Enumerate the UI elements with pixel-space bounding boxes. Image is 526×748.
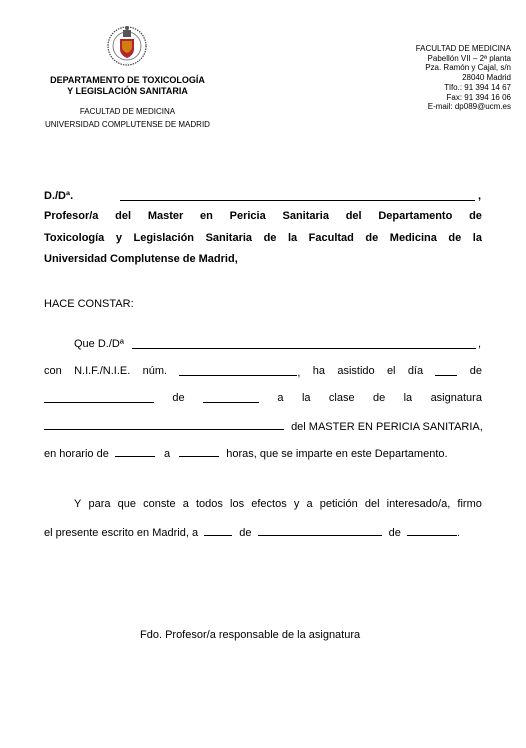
nif-comma: ,	[297, 367, 301, 379]
dd-label: D./Dª.	[44, 190, 74, 202]
contact-email: E-mail: dp089@ucm.es	[427, 102, 511, 112]
dd-blank[interactable]	[120, 190, 475, 201]
contact-phone: Tlfo.: 91 394 14 67	[444, 82, 511, 92]
class-line	[44, 392, 482, 404]
horario-label: en horario de	[44, 448, 109, 460]
master-text: del MASTER EN PERICIA SANITARIA,	[291, 421, 483, 433]
closing-word: todos	[195, 498, 223, 510]
closing-month-blank[interactable]	[258, 525, 382, 536]
intro-word: Toxicología	[44, 232, 105, 244]
closing-word: del	[364, 498, 380, 510]
que-line	[74, 338, 484, 350]
intro-line-1	[44, 210, 482, 222]
closing-word: efectos	[251, 498, 287, 510]
closing-de-2: de	[388, 527, 401, 539]
closing-year-blank[interactable]	[407, 525, 457, 536]
intro-word: Sanitaria	[282, 210, 329, 222]
closing-line-2	[44, 525, 460, 539]
intro-word: Master	[147, 210, 184, 222]
intro-word: de	[448, 232, 462, 244]
closing-word: que	[117, 498, 137, 510]
day-blank[interactable]	[435, 365, 457, 376]
university-name: UNIVERSIDAD COMPLUTENSE DE MADRID	[45, 120, 210, 129]
word-dia: día	[407, 365, 424, 377]
closing-word: para	[88, 498, 111, 510]
intro-word: Facultad	[308, 232, 354, 244]
faculty-name: FACULTAD DE MEDICINA	[79, 107, 176, 116]
intro-word: Medicina	[389, 232, 437, 244]
subject-line	[44, 419, 484, 433]
nif-blank[interactable]	[179, 365, 297, 376]
word-num: núm.	[142, 365, 168, 377]
department-line-1: DEPARTAMENTO DE TOXICOLOGÍA	[50, 75, 205, 85]
intro-word: Profesor/a	[44, 210, 99, 222]
que-comma: ,	[478, 338, 482, 350]
word-la: la	[301, 392, 311, 404]
nif-field	[179, 365, 300, 379]
word-el: el	[386, 365, 396, 377]
dd-line	[44, 190, 484, 202]
contact-fax: Fax: 91 394 16 06	[446, 92, 511, 102]
closing-word: conste	[143, 498, 176, 510]
contact-faculty: FACULTAD DE MEDICINA	[415, 44, 511, 53]
word-asignatura: asignatura	[430, 392, 482, 404]
contact-city: 28040 Madrid	[462, 73, 511, 83]
department-name	[30, 75, 225, 97]
subject-blank[interactable]	[44, 419, 284, 430]
word-de-2: de	[172, 392, 185, 404]
closing-day-blank[interactable]	[204, 525, 232, 536]
month-blank[interactable]	[44, 392, 154, 403]
year-blank[interactable]	[203, 392, 259, 403]
word-asistido: asistido	[337, 365, 375, 377]
closing-word: a	[182, 498, 189, 510]
word-de: de	[469, 365, 482, 377]
closing-word: y	[293, 498, 300, 510]
word-con: con	[44, 365, 62, 377]
nif-line	[44, 365, 482, 379]
intro-word: Pericia	[229, 210, 266, 222]
hace-constar-heading: HACE CONSTAR:	[44, 298, 134, 310]
faculty-block	[30, 105, 225, 131]
word-clase: clase	[328, 392, 355, 404]
closing-line-1	[74, 498, 482, 510]
intro-word: del	[115, 210, 132, 222]
contact-block	[416, 44, 511, 112]
word-a-2: a	[163, 448, 171, 460]
word-ha: ha	[312, 365, 326, 377]
intro-line-3: Universidad Complutense de Madrid,	[44, 253, 238, 265]
contact-building: Pabellón VII – 2ª planta	[427, 53, 511, 63]
intro-word: Departamento	[378, 210, 453, 222]
intro-word: Sanitaria	[205, 232, 253, 244]
word-a: a	[277, 392, 284, 404]
schedule-line	[44, 446, 448, 460]
intro-word: de	[263, 232, 277, 244]
name-blank[interactable]	[132, 338, 476, 349]
contact-street: Pza. Ramón y Cajal, s/n	[425, 63, 511, 73]
intro-word: la	[472, 232, 482, 244]
word-de-3: de	[372, 392, 386, 404]
intro-word: de	[469, 210, 482, 222]
intro-word: en	[200, 210, 213, 222]
university-crest-logo	[104, 22, 150, 68]
horas-text: horas, que se imparte en este Departamento.	[226, 448, 448, 460]
word-la-2: la	[403, 392, 413, 404]
intro-line-2	[44, 232, 482, 244]
closing-word: a	[306, 498, 313, 510]
intro-word: la	[287, 232, 298, 244]
intro-word: de	[365, 232, 379, 244]
intro-word: y	[115, 232, 122, 244]
intro-word: del	[345, 210, 362, 222]
closing-word: interesado/a,	[386, 498, 451, 510]
intro-word: Legislación	[133, 232, 195, 244]
closing-word: Y	[74, 498, 82, 510]
start-hour-blank[interactable]	[115, 446, 155, 457]
end-hour-blank[interactable]	[179, 446, 219, 457]
closing-period: .	[456, 527, 460, 539]
signature-line: Fdo. Profesor/a responsable de la asignatura	[140, 629, 361, 641]
dd-comma: ,	[478, 190, 482, 202]
word-nif: N.I.F./N.I.E.	[74, 365, 131, 377]
closing-word: petición	[319, 498, 358, 510]
closing-de: de	[239, 527, 252, 539]
department-line-2: Y LEGISLACIÓN SANITARIA	[67, 86, 188, 96]
closing-word: firmo	[457, 498, 482, 510]
closing-word: los	[230, 498, 245, 510]
closing-madrid: el presente escrito en Madrid, a	[44, 527, 199, 539]
que-label: Que D./Dª	[74, 338, 124, 350]
